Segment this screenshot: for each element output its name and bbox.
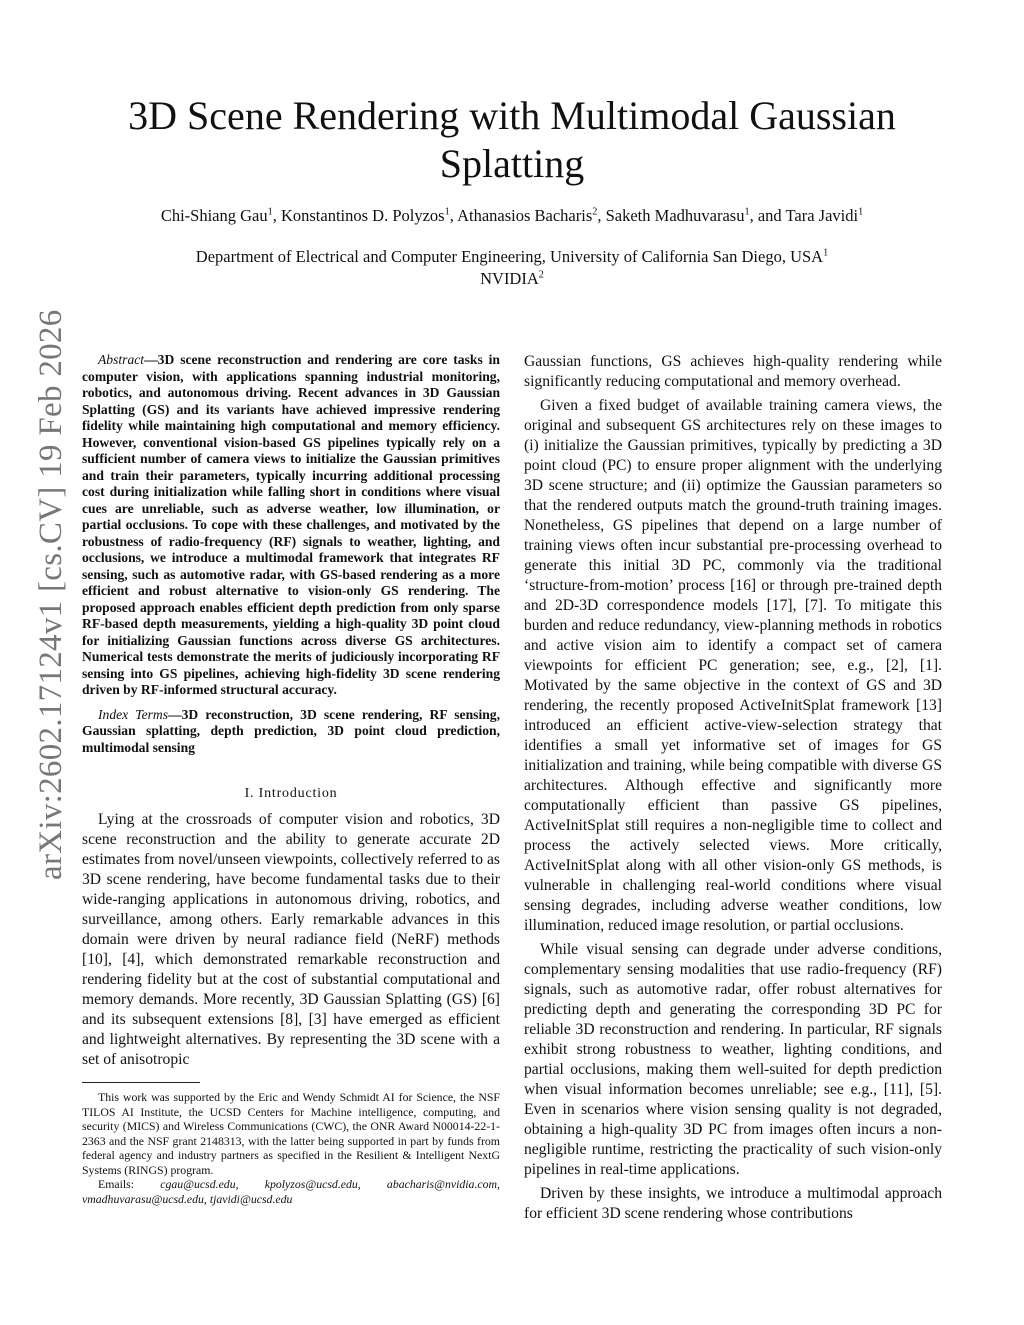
- affiliation-text: Department of Electrical and Computer Engineering, University of California San Diego, USA: [195, 247, 824, 266]
- funding-footnote: This work was supported by the Eric and Wendy Schmidt AI for Science, the NSF TILOS AI Institute, the UCSD Centers for Machine intelligence, computing, and security (MICS) and Wireless Communications (CWC), the ONR Award N00014-22-1-2363 and the NSF grant 2148313, with the latter being supported in part by funds from federal agency and industry partners as specified in the Resilient & Intelligent NextG Systems (RINGS) program.: [82, 1090, 500, 1177]
- author-name: Saketh Madhuvarasu: [605, 206, 745, 225]
- arxiv-sidebar: [33, 309, 69, 881]
- author-separator: ,: [449, 206, 458, 225]
- body-paragraph: While visual sensing can degrade under adverse conditions, complementary sensing modalities that use radio-frequency (RF) signals, such as automotive radar, offer robust alternatives for predicting depth and generating the corresponding 3D PC for reliable 3D reconstruction and rendering. In particular, RF signals exhibit strong robustness to weather, lighting conditions, and partial occlusions, making them well-suited for depth prediction when visual information becomes unreliable; see e.g., [11], [5]. Even in scenarios where vision sensing quality is not degraded, obtaining a high-quality 3D PC from images often incurs a non-negligible runtime, restricting the practicality of such vision-only pipelines in real-time applications.: [524, 941, 942, 1178]
- footnote-rule: [82, 1082, 200, 1083]
- author-separator: ,: [272, 206, 281, 225]
- author-name: Konstantinos D. Polyzos: [280, 206, 445, 225]
- abstract-label: Abstract: [98, 352, 145, 367]
- body-paragraph: Gaussian functions, GS achieves high-quality rendering while significantly reducing computational and memory overhead.: [524, 353, 942, 390]
- author-affiliation-mark: 1: [858, 206, 864, 218]
- author-name: Chi-Shiang Gau: [160, 206, 268, 225]
- author-list: [60, 205, 964, 227]
- emails-footnote: [82, 1177, 500, 1206]
- index-terms-text: —3D reconstruction, 3D scene rendering, RF sensing, Gaussian splatting, depth prediction, 3D point cloud prediction, multimodal sensing: [82, 706, 500, 755]
- author-name: Tara Javidi: [785, 206, 859, 225]
- abstract: [82, 352, 500, 699]
- paper-title: 3D Scene Rendering with Multimodal Gaussian Splatting: [128, 93, 896, 186]
- section-heading: I. Introduction: [244, 786, 338, 801]
- author-affiliation-mark: 2: [592, 206, 598, 218]
- affiliation-mark: 2: [538, 269, 544, 281]
- arxiv-identifier: arXiv:2602.17124v1 [cs.CV] 19 Feb 2026: [33, 309, 69, 880]
- index-terms-label: Index Terms: [98, 706, 169, 722]
- author-name: Athanasios Bacharis: [457, 206, 593, 225]
- right-column: [524, 352, 942, 1224]
- abstract-text: —3D scene reconstruction and rendering are core tasks in computer vision, with applications spanning industrial monitoring, robotics, and autonomous driving. Recent advances in 3D Gaussian Splatting (GS) and its variants have achieved impressive rendering fidelity while maintaining high computational and memory efficiency. However, conventional vision-based GS pipelines typically rely on a sufficient number of camera views to initialize the Gaussian primitives and train their parameters, typically incurring additional processing cost during initialization while falling short in conditions where visual cues are unreliable, such as adverse weather, low illumination, or partial occlusions. To cope with these challenges, and motivated by the robustness of radio-frequency (RF) signals to weather, lighting, and occlusions, we introduce a multimodal framework that integrates RF sensing, such as automotive radar, with GS-based rendering as a more efficient and robust alternative to vision-only GS rendering. The proposed approach enables efficient depth prediction from only sparse RF-based depth measurements, yielding a high-quality 3D point cloud for initializing Gaussian functions across diverse GS architectures. Numerical tests demonstrate the merits of judiciously incorporating RF sensing into GS pipelines, achieving high-fidelity 3D scene rendering driven by RF-informed structural accuracy.: [82, 352, 500, 697]
- affiliation-block: [60, 246, 964, 290]
- left-column: [82, 352, 500, 1206]
- author-affiliation-mark: 1: [444, 206, 450, 218]
- author-affiliation-mark: 1: [744, 206, 750, 218]
- author-affiliation-mark: 1: [267, 206, 273, 218]
- author-separator: , and: [749, 206, 786, 225]
- index-terms: [82, 707, 500, 757]
- author-separator: ,: [597, 206, 606, 225]
- body-paragraph: Given a fixed budget of available training camera views, the original and subsequent GS architectures rely on these images to (i) initialize the Gaussian primitives, typically by predicting a 3D point cloud (PC) to ensure proper alignment with the underlying 3D scene structure; and (ii) optimize the Gaussian parameters so that the rendered outputs match the ground-truth training images. Nonetheless, GS pipelines that depend on a large number of training views often incur substantial pre-processing overhead to generate this initial 3D PC, commonly via the traditional ‘structure-from-motion’ process [16] or through pre-trained depth and 2D-3D correspondence models [17], [7]. To mitigate this burden and reduce redundancy, view-planning methods in robotics and active vision aim to identify a compact set of camera viewpoints for efficient PC generation; see, e.g., [2], [1]. Motivated by the same objective in the context of GS and 3D rendering, the recently proposed ActiveInitSplat framework [13] introduced an efficient active-view-selection strategy that identifies a small yet informative set of images for GS initialization and training, while being compatible with diverse GS architectures. Although effective and significantly more computationally efficient than passive GS pipelines, ActiveInitSplat still requires a non-negligible time to collect and process the actively selected views. More critically, ActiveInitSplat along with all other vision-only GS methods, is vulnerable in challenging real-world conditions where visual sensing degrades, including adverse weather conditions, low illumination, reduced image resolution, or partial occlusions.: [524, 397, 942, 934]
- emails-list: cgau@ucsd.edu, kpolyzos@ucsd.edu, abacharis@nvidia.com, vmadhuvarasu@ucsd.edu, tjavidi@ucsd.edu: [82, 1177, 500, 1206]
- body-paragraph: Driven by these insights, we introduce a multimodal approach for efficient 3D scene rendering whose contributions: [524, 1185, 942, 1222]
- affiliation-mark: 1: [823, 247, 829, 259]
- body-paragraph: Lying at the crossroads of computer vision and robotics, 3D scene reconstruction and the ability to generate accurate 2D estimates from novel/unseen viewpoints, collectively referred to as 3D scene rendering, have become fundamental tasks due to their wide-ranging applications in autonomous driving, robotics, and surveillance, among others. Early remarkable advances in this domain were driven by neural radiance field (NeRF) methods [10], [4], which demonstrated remarkable reconstruction and rendering fidelity but at the cost of substantial computational and memory demands. More recently, 3D Gaussian Splatting (GS) [6] and its subsequent extensions [8], [3] have emerged as efficient and lightweight alternatives. By representing the 3D scene with a set of anisotropic: [82, 811, 500, 1068]
- emails-label: Emails:: [98, 1177, 135, 1191]
- affiliation-line: [60, 246, 964, 268]
- affiliation-text: NVIDIA: [480, 269, 539, 288]
- affiliation-line: [60, 268, 964, 290]
